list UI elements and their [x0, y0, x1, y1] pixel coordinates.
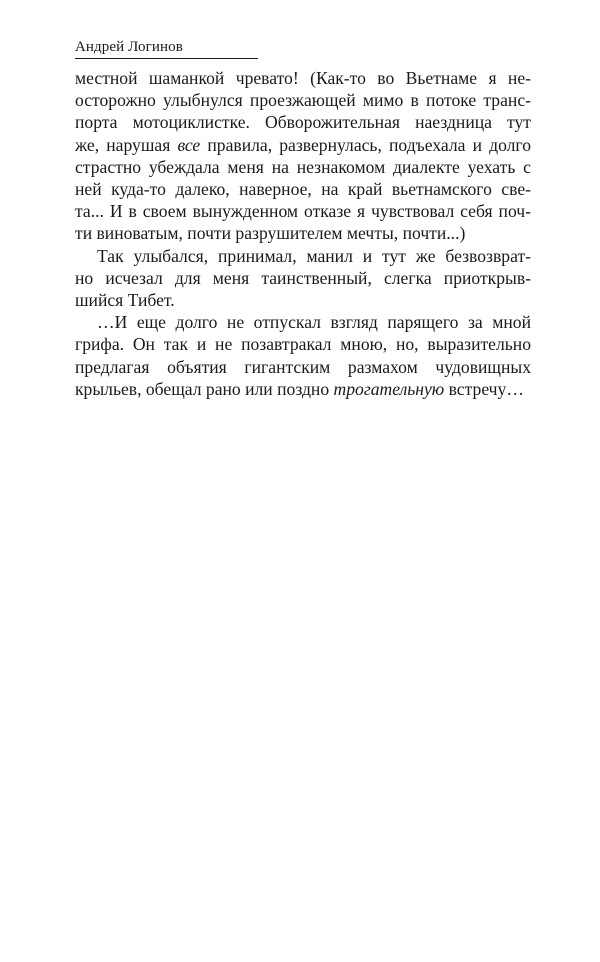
- text-line: местной шаманкой чревато! (Как-то во Вьетнаме я не-: [75, 68, 531, 88]
- running-head: Андрей Логинов: [75, 39, 183, 55]
- text-line: предлагая объятия гигантским размахом чудовищных: [75, 356, 531, 377]
- text-line: [75, 378, 531, 400]
- text-line: шийся Тибет.: [75, 290, 175, 311]
- text-line: порта мотоциклистке. Обворожительная наездница тут: [75, 112, 531, 133]
- text-line: страстно убеждала меня на незнакомом диалекте уехать с: [75, 156, 531, 177]
- paragraph-3: [75, 311, 531, 400]
- text-line: …И еще долго не отпускал взгляд парящего за мной: [97, 312, 531, 333]
- text-line: [75, 134, 531, 156]
- text-run: правила, развернулась, подъехала и долго: [200, 134, 531, 155]
- text-line: ти виноватым, почти разрушителем мечты, почти...): [75, 223, 466, 244]
- italic-run: все: [177, 134, 201, 155]
- text-run: встречу…: [444, 378, 524, 399]
- italic-run: трогательную: [333, 378, 445, 399]
- text-line: грифа. Он так и не позавтракал мною, но, выразительно: [75, 334, 531, 355]
- body-text: [75, 67, 531, 400]
- text-line: осторожно улыбнулся проезжающей мимо в потоке транс-: [75, 90, 531, 111]
- text-run: же, нарушая: [75, 134, 178, 155]
- text-line: но исчезал для меня таинственный, слегка приоткрыв-: [75, 267, 531, 288]
- paragraph-1: [75, 67, 531, 245]
- text-line: ней куда-то далеко, наверное, на край вьетнамского све-: [75, 179, 531, 200]
- header-rule: [75, 58, 258, 59]
- text-line: Так улыбался, принимал, манил и тут же безвозврат-: [97, 245, 531, 266]
- paragraph-2: [75, 245, 531, 312]
- text-line: та... И в своем вынужденном отказе я чувствовал себя поч-: [75, 201, 531, 222]
- text-run: крыльев, обещал рано или поздно: [75, 378, 334, 399]
